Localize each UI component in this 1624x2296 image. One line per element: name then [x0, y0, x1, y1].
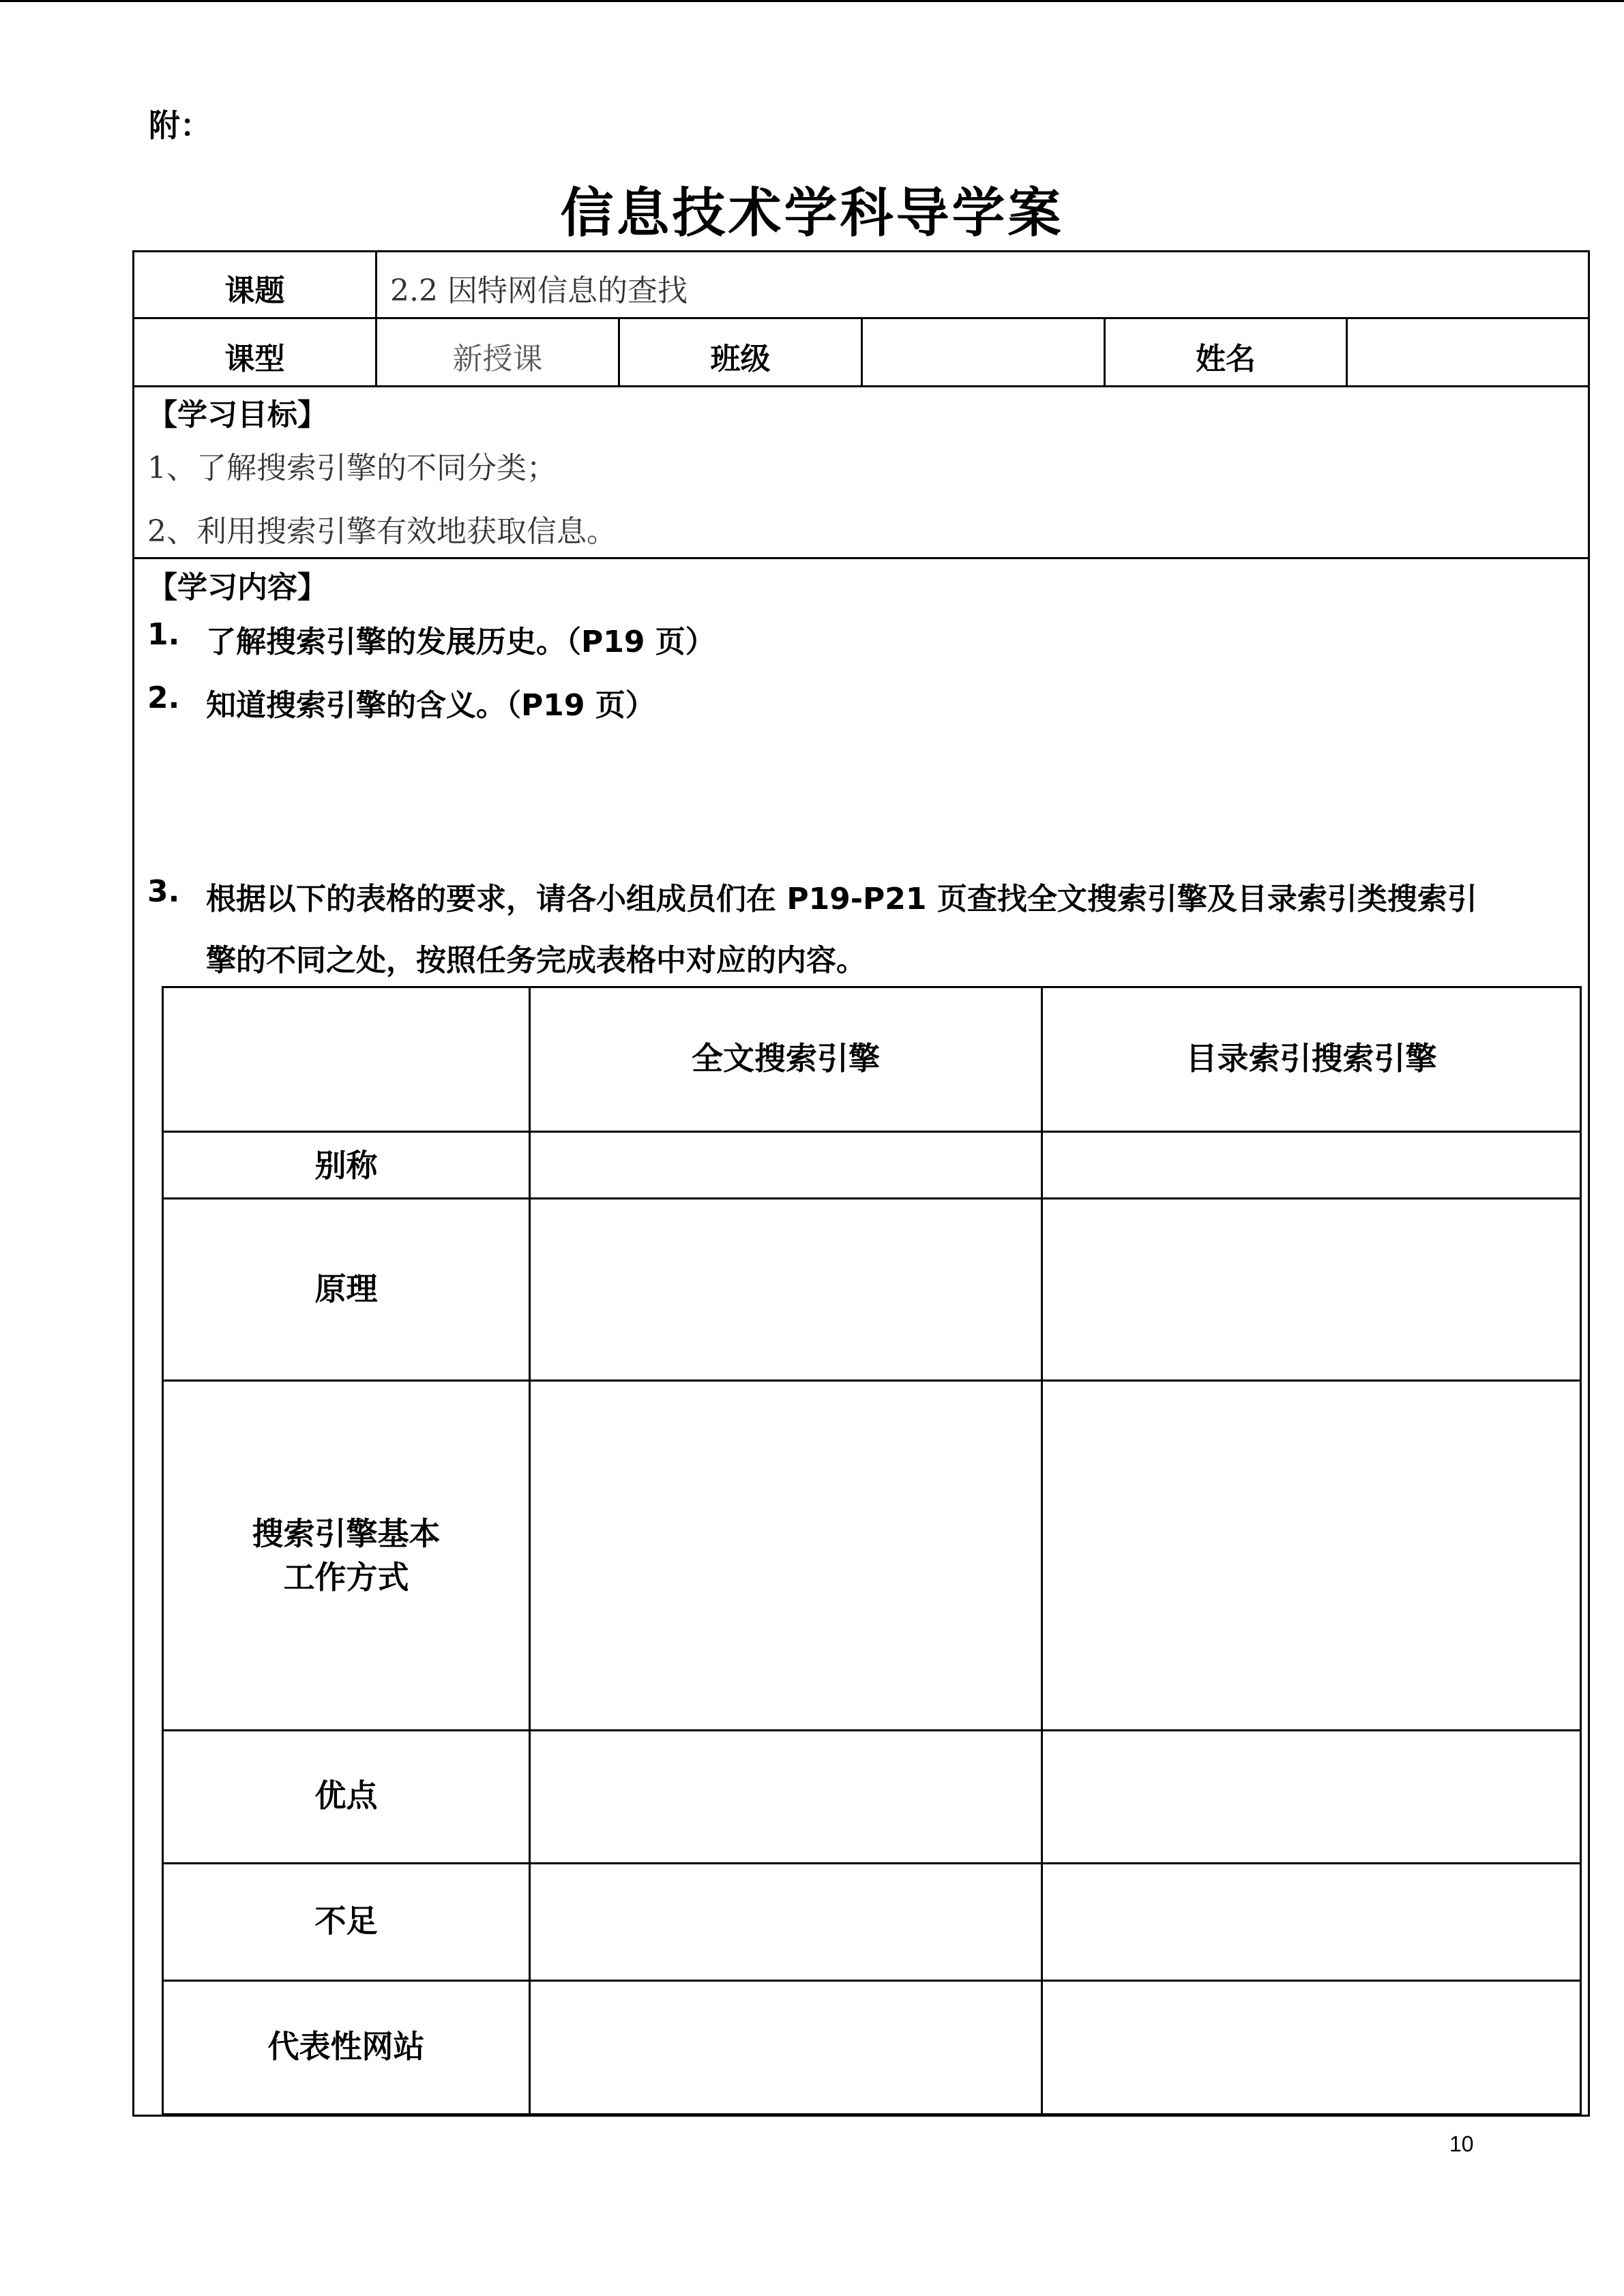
- answer-cell-fulltext-disadvantages[interactable]: [531, 1864, 1041, 1980]
- row-label-disadvantages: 不足: [314, 1903, 378, 1939]
- topic-value: 2.2 因特网信息的查找: [390, 273, 688, 308]
- content-item-text: 了解搜索引擎的发展历史。（P19 页）: [206, 625, 715, 659]
- answer-cell-fulltext-workflow[interactable]: [531, 1382, 1041, 1729]
- objectives-heading: 【学习目标】: [147, 398, 327, 432]
- answer-cell-directory-sites[interactable]: [1043, 1982, 1580, 2113]
- name-label: 姓名: [1196, 342, 1256, 376]
- page-number: 10: [1449, 2132, 1474, 2156]
- content-item-number: 1.: [147, 617, 180, 652]
- type-label: 课型: [224, 342, 285, 376]
- row-label-workflow: 搜索引擎基本: [252, 1515, 441, 1552]
- answer-cell-directory-workflow[interactable]: [1043, 1382, 1580, 1729]
- row-label-alias: 别称: [314, 1147, 378, 1184]
- column-header-fulltext: 全文搜索引擎: [692, 1040, 880, 1077]
- answer-cell-directory-alias[interactable]: [1043, 1133, 1580, 1197]
- type-value: 新授课: [452, 342, 543, 376]
- answer-cell-directory-advantages[interactable]: [1043, 1731, 1580, 1862]
- page-top-border: [0, 0, 1624, 2]
- content-item-number: 3.: [147, 874, 180, 909]
- page-title: 信息技术学科导学案: [560, 183, 1064, 244]
- topic-label: 课题: [224, 273, 285, 308]
- column-header-directory: 目录索引搜索引擎: [1185, 1040, 1437, 1077]
- answer-cell-fulltext-alias[interactable]: [531, 1133, 1041, 1197]
- content-item-number: 2.: [147, 681, 180, 715]
- class-field[interactable]: [863, 334, 1104, 368]
- row-label-representative-sites: 代表性网站: [267, 2028, 425, 2065]
- row-label-advantages: 优点: [314, 1777, 378, 1814]
- objective-item: 2、利用搜索引擎有效地获取信息。: [147, 514, 617, 549]
- name-field[interactable]: [1348, 334, 1588, 368]
- answer-cell-fulltext-sites[interactable]: [531, 1982, 1041, 2113]
- objective-item: 1、了解搜索引擎的不同分类；: [147, 451, 557, 486]
- answer-cell-fulltext-advantages[interactable]: [531, 1731, 1041, 1862]
- row-label-principle: 原理: [314, 1270, 378, 1307]
- answer-cell-fulltext-principle[interactable]: [531, 1199, 1041, 1380]
- content-heading: 【学习内容】: [147, 570, 327, 605]
- content-item-text: 根据以下的表格的要求，请各小组成员们在 P19-P21 页查找全文搜索引擎及目录索引类搜索引: [206, 882, 1477, 916]
- appendix-label: 附：: [149, 107, 211, 144]
- row-label-workflow-continued: 工作方式: [283, 1559, 409, 1596]
- answer-cell-directory-disadvantages[interactable]: [1043, 1864, 1580, 1980]
- answer-cell-directory-principle[interactable]: [1043, 1199, 1580, 1380]
- content-item-text-continued: 擎的不同之处，按照任务完成表格中对应的内容。: [206, 943, 866, 978]
- class-label: 班级: [710, 342, 771, 376]
- content-item-text: 知道搜索引擎的含义。（P19 页）: [206, 688, 655, 723]
